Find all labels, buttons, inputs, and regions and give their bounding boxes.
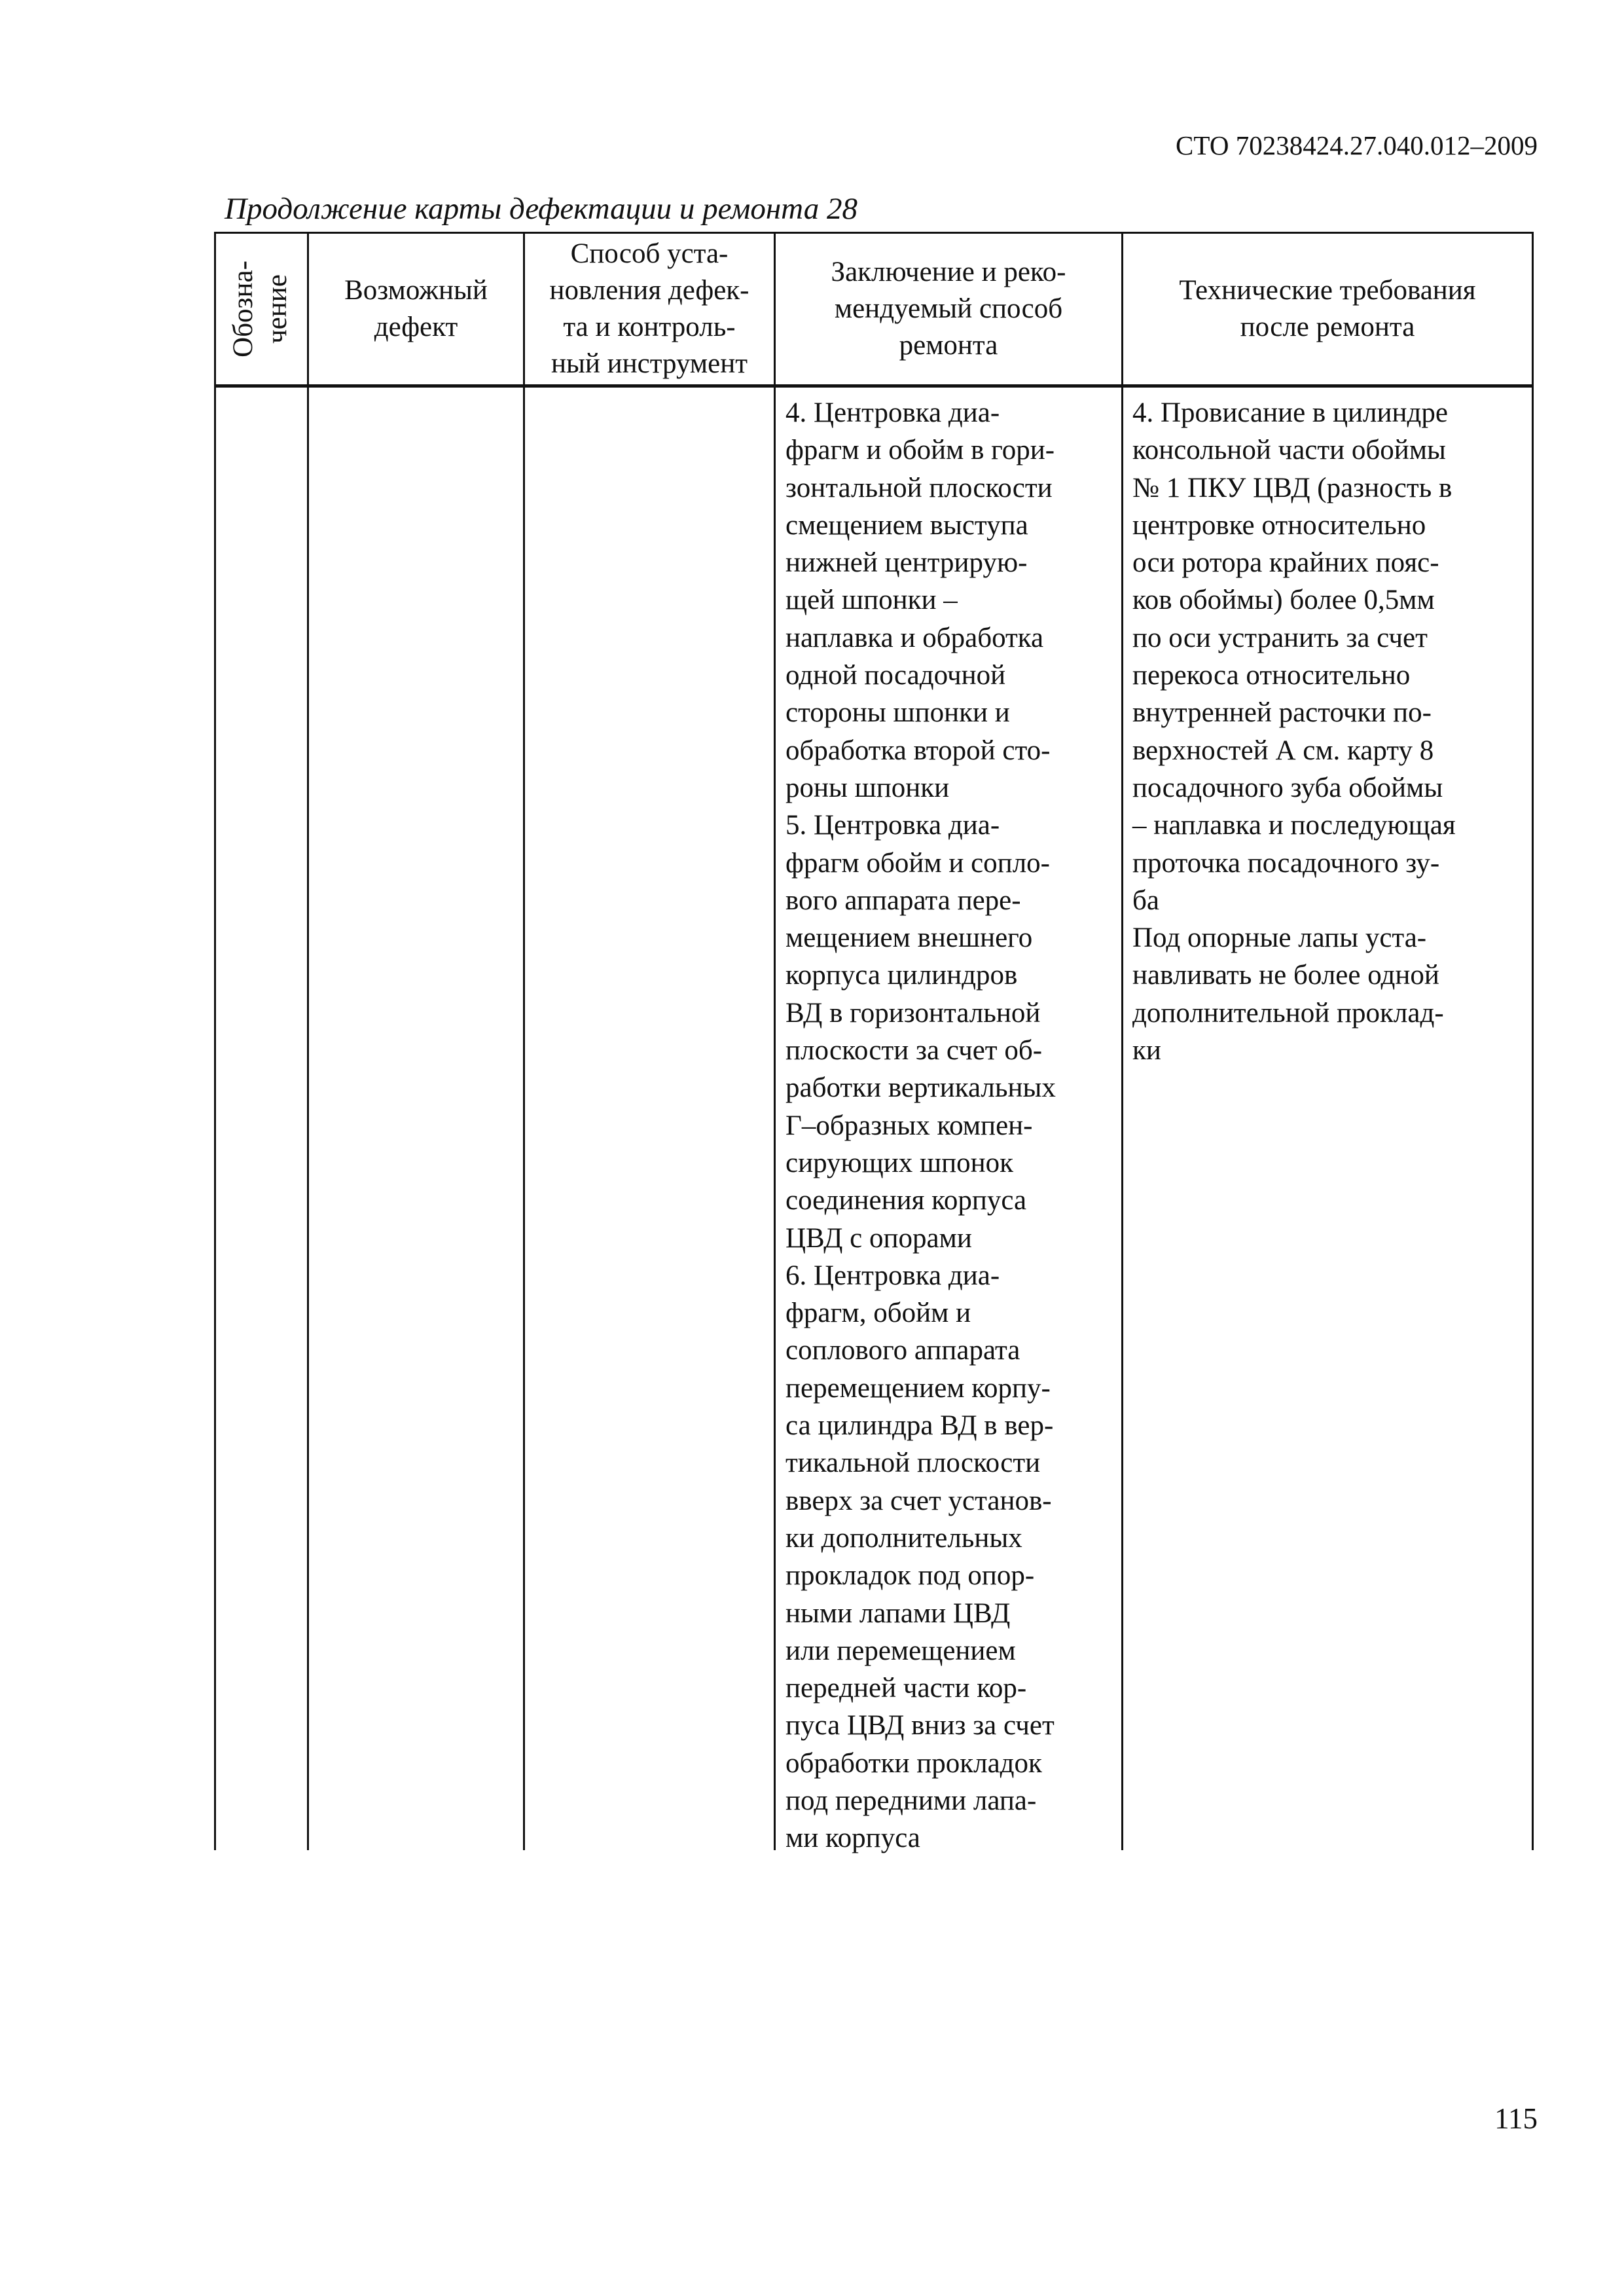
cell-requirements: 4. Провисание в цилиндре консольной части обоймы № 1 ПКУ ЦВД (разность в центровке относительно оси ротора крайних пояс- ков обоймы) более 0,5мм по оси устранить за счет перекоса относительно внутренней расточки по- верхностей А см. карту 8 посадочного зуба обоймы – наплавка и последующая проточка посадочного зу- ба Под опорные лапы уста- навливать не более одной дополнительной проклад- ки — [1132, 397, 1456, 1066]
header-detection-method: Способ уста- новления дефек- та и контроль- ный инструмент — [549, 238, 749, 379]
column-divider — [1121, 232, 1123, 1850]
defect-repair-table — [214, 232, 1534, 1854]
header-designation: Обозна- чение — [228, 261, 293, 357]
header-conclusion: Заключение и реко- мендуемый способ ремонта — [831, 257, 1066, 361]
page-number: 115 — [1494, 2102, 1538, 2135]
column-divider — [214, 232, 216, 1850]
header-possible-defect: Возможный дефект — [344, 275, 488, 342]
header-technical-requirements: Технические требования после ремонта — [1179, 275, 1476, 342]
document-code: СТО 70238424.27.040.012–2009 — [1176, 130, 1538, 160]
cell-conclusion: 4. Центровка диа- фрагм и обойм в гори- зонтальной плоскости смещением выступа нижней центрирую- щей шпонки – наплавка и обработка одной посадочной стороны шпонки и обработка второй сто- роны шпонки 5. Центровка диа- фрагм обойм и сопло- вого аппарата пере- мещением внешнего корпуса цилиндров ВД в горизонтальной плоскости за счет об- работки вертикальных Г–образных компен- сирующих шпонок соединения корпуса ЦВД с опорами 6. Центровка диа- фрагм, обойм и соплового аппарата перемещением корпу- са цилиндра ВД в вер- тикальной плоскости вверх за счет установ- ки дополнительных прокладок под опор- ными лапами ЦВД или перемещением передней части кор- пуса ЦВД вниз за счет обработки прокладок под передними лапа- ми корпуса — [785, 397, 1056, 1854]
column-divider — [523, 232, 525, 1850]
column-divider — [1532, 232, 1534, 1850]
table-caption: Продолжение карты дефектации и ремонта 28 — [225, 192, 857, 226]
column-divider — [307, 232, 309, 1850]
column-divider — [774, 232, 776, 1850]
